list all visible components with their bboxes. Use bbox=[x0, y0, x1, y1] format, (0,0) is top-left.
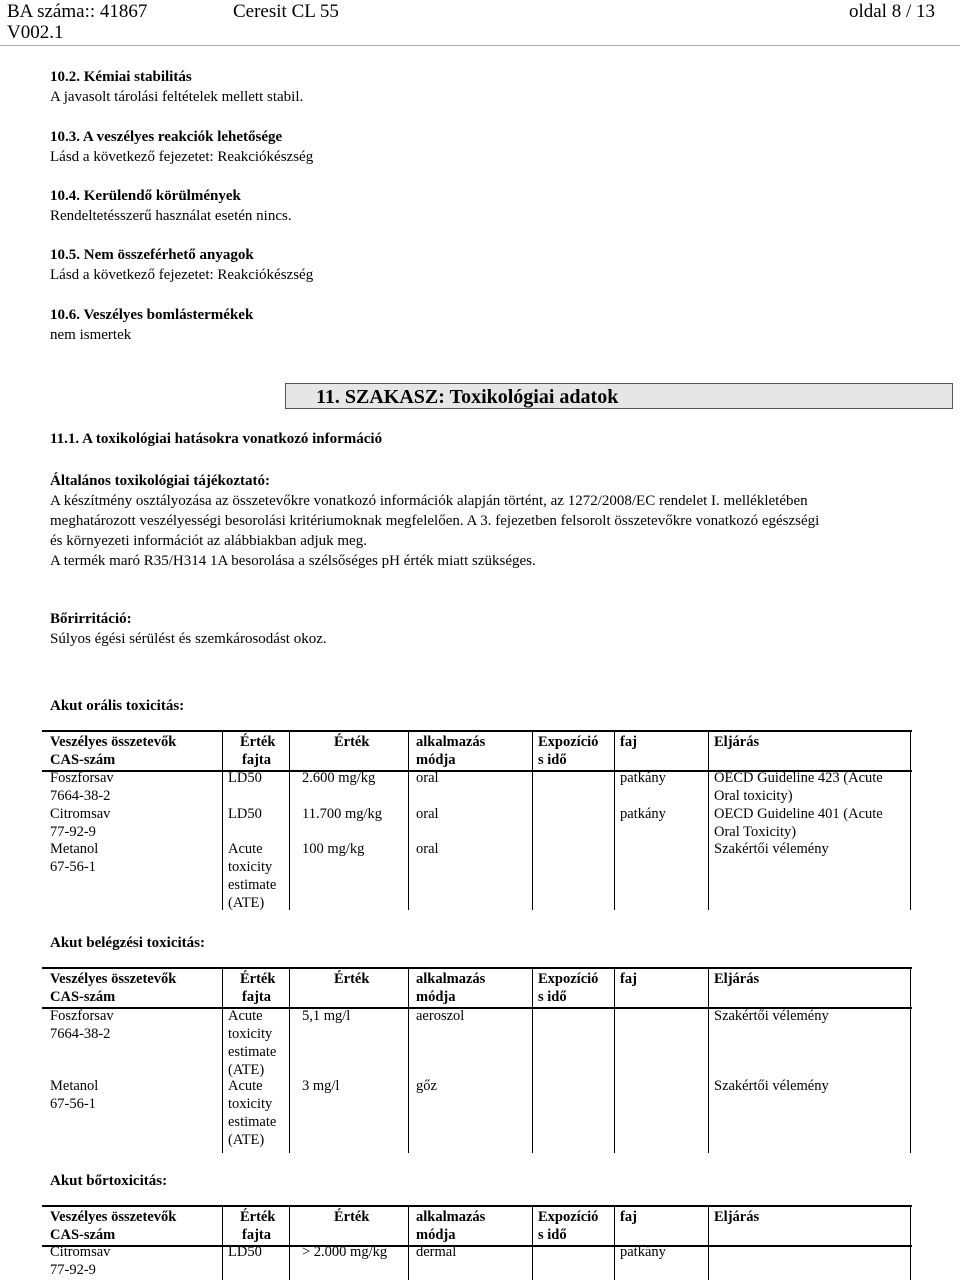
oral-toxicity-table bbox=[42, 730, 912, 910]
method: Oral Toxicity) bbox=[714, 824, 797, 840]
table-column-divider bbox=[408, 1205, 409, 1280]
skin-text: Súlyos égési sérülést és szemkárosodást okoz. bbox=[50, 631, 327, 647]
cas-number: 67-56-1 bbox=[50, 1096, 96, 1112]
table-column-divider bbox=[708, 730, 709, 910]
col-header-route: módja bbox=[416, 1227, 456, 1243]
skin-irritation bbox=[50, 609, 910, 649]
col-header-route: alkalmazás bbox=[416, 971, 486, 987]
substance-name: Citromsav bbox=[50, 1244, 111, 1260]
table-column-divider bbox=[614, 967, 615, 1153]
value-type: (ATE) bbox=[228, 895, 265, 911]
value-type: toxicity bbox=[228, 1096, 273, 1112]
section-text: Lásd a következő fejezetet: Reakciókészség bbox=[50, 267, 314, 283]
col-header-route: alkalmazás bbox=[416, 1209, 486, 1225]
header-divider bbox=[0, 45, 960, 46]
value-type: LD50 bbox=[228, 1244, 262, 1260]
table-column-divider bbox=[289, 730, 290, 910]
value: 11.700 mg/kg bbox=[302, 806, 383, 822]
section-10-2 bbox=[50, 67, 303, 107]
section-11-1-title: 11.1. A toxikológiai hatásokra vonatkozó információ bbox=[50, 431, 383, 447]
section-title: 10.2. Kémiai stabilitás bbox=[50, 69, 192, 85]
value-type: LD50 bbox=[228, 770, 262, 786]
section-title: 10.6. Veszélyes bomlástermékek bbox=[50, 307, 254, 323]
table-column-divider bbox=[708, 1205, 709, 1280]
general-line: meghatározott veszélyességi besorolási kritériumoknak megfelelően. A 3. fejezetben felsorolt összetevőkre vonatkozó egészségi bbox=[50, 513, 820, 529]
section-title: 10.4. Kerülendő körülmények bbox=[50, 188, 241, 204]
route: oral bbox=[416, 806, 439, 822]
col-header-value: Érték bbox=[334, 971, 370, 987]
value-type: estimate bbox=[228, 1114, 277, 1130]
general-line: A termék maró R35/H314 1A besorolása a szélsőséges pH érték miatt szükséges. bbox=[50, 553, 536, 569]
method: Oral toxicity) bbox=[714, 788, 793, 804]
general-line: és környezeti információt az alábbiakban adjuk meg. bbox=[50, 533, 367, 549]
cas-number: 77-92-9 bbox=[50, 1262, 96, 1278]
value-type: (ATE) bbox=[228, 1132, 265, 1148]
substance-name: Foszforsav bbox=[50, 1008, 114, 1024]
table-column-divider bbox=[910, 730, 911, 910]
route: dermal bbox=[416, 1244, 457, 1260]
section-10-3 bbox=[50, 127, 313, 167]
value-type: Acute bbox=[228, 1008, 263, 1024]
section-text: Lásd a következő fejezetet: Reakciókészség bbox=[50, 149, 314, 165]
cas-number: 7664-38-2 bbox=[50, 788, 111, 804]
cas-number: 7664-38-2 bbox=[50, 1026, 111, 1042]
species: patkány bbox=[620, 1244, 666, 1260]
col-header-cas: CAS-szám bbox=[50, 1227, 116, 1243]
col-header-value-type: Érték bbox=[240, 734, 276, 750]
table-column-divider bbox=[222, 1205, 223, 1280]
substance-name: Metanol bbox=[50, 1078, 99, 1094]
general-heading: Általános toxikológiai tájékoztató: bbox=[50, 473, 270, 489]
general-line: A készítmény osztályozása az összetevőkre vonatkozó információk alapján történt, az 1272/2008/EC rendelet I. mellékletében bbox=[50, 493, 808, 509]
section-10-5 bbox=[50, 245, 313, 285]
col-header-substance: Veszélyes összetevők bbox=[50, 971, 177, 987]
table-rule bbox=[42, 730, 912, 732]
cas-number: 77-92-9 bbox=[50, 824, 96, 840]
substance-name: Metanol bbox=[50, 841, 99, 857]
value-type: toxicity bbox=[228, 859, 273, 875]
table-column-divider bbox=[222, 967, 223, 1153]
substance-name: Foszforsav bbox=[50, 770, 114, 786]
col-header-cas: CAS-szám bbox=[50, 989, 116, 1005]
col-header-substance: Veszélyes összetevők bbox=[50, 734, 177, 750]
col-header-species: faj bbox=[620, 971, 637, 987]
table-column-divider bbox=[910, 967, 911, 1153]
section-text: A javasolt tárolási feltételek mellett stabil. bbox=[50, 89, 304, 105]
col-header-substance: Veszélyes összetevők bbox=[50, 1209, 177, 1225]
route: aeroszol bbox=[416, 1008, 465, 1024]
section-title: 10.5. Nem összeférhető anyagok bbox=[50, 247, 254, 263]
col-header-exposure: Expozíció bbox=[538, 734, 599, 750]
col-header-species: faj bbox=[620, 1209, 637, 1225]
dermal-toxicity-table bbox=[42, 1205, 912, 1280]
value-type: (ATE) bbox=[228, 1062, 265, 1078]
species: patkány bbox=[620, 770, 666, 786]
section-11-title: 11. SZAKASZ: Toxikológiai adatok bbox=[316, 386, 619, 408]
value-type: estimate bbox=[228, 877, 277, 893]
col-header-method: Eljárás bbox=[714, 1209, 760, 1225]
value-type: toxicity bbox=[228, 1026, 273, 1042]
col-header-value: Érték bbox=[334, 1209, 370, 1225]
table-rule bbox=[42, 967, 912, 969]
general-toxicology bbox=[50, 471, 910, 571]
col-header-exposure: Expozíció bbox=[538, 1209, 599, 1225]
table-column-divider bbox=[532, 1205, 533, 1280]
table-column-divider bbox=[614, 730, 615, 910]
col-header-exposure: Expozíció bbox=[538, 971, 599, 987]
page-header bbox=[0, 0, 960, 48]
method: OECD Guideline 423 (Acute bbox=[714, 770, 883, 786]
col-header-value-type: Érték bbox=[240, 1209, 276, 1225]
col-header-species: faj bbox=[620, 734, 637, 750]
table-column-divider bbox=[614, 1205, 615, 1280]
section-text: Rendeltetésszerű használat esetén nincs. bbox=[50, 208, 292, 224]
method: Szakértői vélemény bbox=[714, 841, 829, 857]
section-10-4 bbox=[50, 186, 292, 226]
value-type: Acute bbox=[228, 841, 263, 857]
value-type: Acute bbox=[228, 1078, 263, 1094]
table-column-divider bbox=[708, 967, 709, 1153]
table-column-divider bbox=[910, 1205, 911, 1280]
table-column-divider bbox=[222, 730, 223, 910]
value: 5,1 mg/l bbox=[302, 1008, 351, 1024]
dermal-table-title: Akut bőrtoxicitás: bbox=[50, 1173, 168, 1189]
col-header-route: alkalmazás bbox=[416, 734, 486, 750]
value-type: LD50 bbox=[228, 806, 262, 822]
substance-name: Citromsav bbox=[50, 806, 111, 822]
method: Szakértői vélemény bbox=[714, 1008, 829, 1024]
table-column-divider bbox=[408, 967, 409, 1153]
inhal-table-title: Akut belégzési toxicitás: bbox=[50, 935, 205, 951]
page-number: oldal 8 / 13 bbox=[848, 1, 935, 22]
value: 2.600 mg/kg bbox=[302, 770, 376, 786]
oral-table-title: Akut orális toxicitás: bbox=[50, 698, 185, 714]
table-rule bbox=[42, 1245, 912, 1247]
col-header-route: módja bbox=[416, 752, 456, 768]
route: oral bbox=[416, 770, 439, 786]
ba-number: BA száma:: 41867 bbox=[7, 1, 148, 22]
skin-heading: Bőrirritáció: bbox=[50, 611, 132, 627]
col-header-route: módja bbox=[416, 989, 456, 1005]
col-header-method: Eljárás bbox=[714, 971, 760, 987]
table-column-divider bbox=[408, 730, 409, 910]
value: 3 mg/l bbox=[302, 1078, 340, 1094]
version: V002.1 bbox=[7, 22, 64, 43]
product-name: Ceresit CL 55 bbox=[233, 1, 339, 22]
route: oral bbox=[416, 841, 439, 857]
col-header-exposure: s idő bbox=[538, 1227, 567, 1243]
section-10-6 bbox=[50, 305, 253, 345]
col-header-cas: CAS-szám bbox=[50, 752, 116, 768]
table-column-divider bbox=[532, 730, 533, 910]
method: Szakértői vélemény bbox=[714, 1078, 829, 1094]
species: patkány bbox=[620, 806, 666, 822]
cas-number: 67-56-1 bbox=[50, 859, 96, 875]
inhalation-toxicity-table bbox=[42, 967, 912, 1153]
value: > 2.000 mg/kg bbox=[302, 1244, 388, 1260]
table-column-divider bbox=[289, 1205, 290, 1280]
col-header-exposure: s idő bbox=[538, 989, 567, 1005]
section-title: 10.3. A veszélyes reakciók lehetősége bbox=[50, 129, 283, 145]
col-header-value-type: fajta bbox=[242, 1227, 271, 1243]
method: OECD Guideline 401 (Acute bbox=[714, 806, 883, 822]
col-header-value-type: fajta bbox=[242, 989, 271, 1005]
table-column-divider bbox=[289, 967, 290, 1153]
col-header-method: Eljárás bbox=[714, 734, 760, 750]
section-text: nem ismertek bbox=[50, 327, 132, 343]
table-rule bbox=[42, 1205, 912, 1207]
table-column-divider bbox=[532, 967, 533, 1153]
col-header-value: Érték bbox=[334, 734, 370, 750]
section-11-banner bbox=[285, 383, 953, 409]
col-header-value-type: fajta bbox=[242, 752, 271, 768]
col-header-exposure: s idő bbox=[538, 752, 567, 768]
route: gőz bbox=[416, 1078, 437, 1094]
col-header-value-type: Érték bbox=[240, 971, 276, 987]
value: 100 mg/kg bbox=[302, 841, 365, 857]
value-type: estimate bbox=[228, 1044, 277, 1060]
